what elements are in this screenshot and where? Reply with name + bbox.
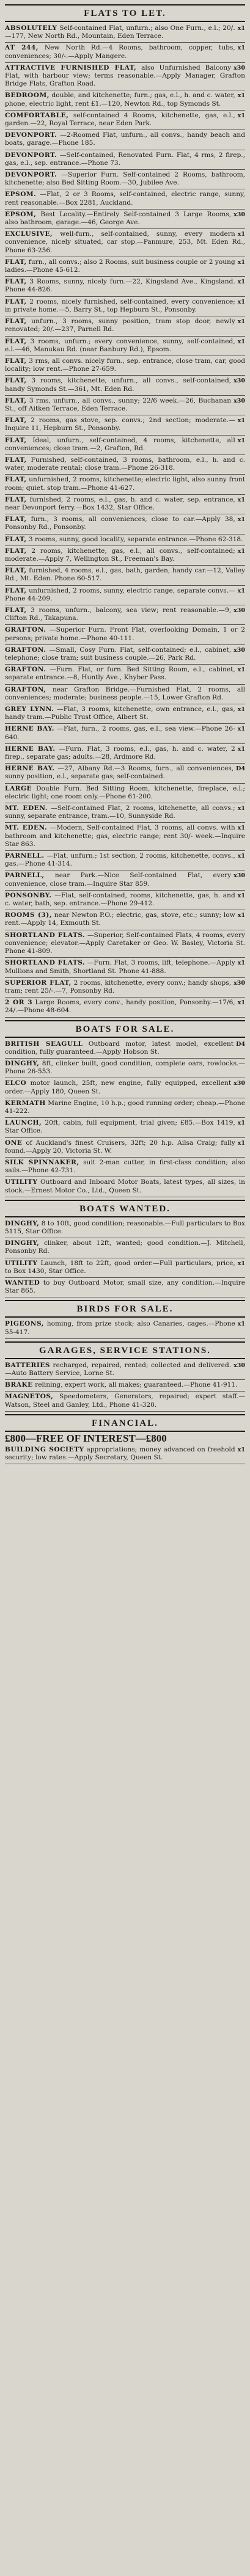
ad-lead-word: UTILITY [5,1259,38,1267]
ad-reference-code: x30 [233,607,245,614]
ad-lead-word: GREY LYNN. [5,706,54,713]
section-heading: BOATS FOR SALE. [75,1024,175,1034]
ad-lead-word: KERMATH [5,1099,46,1107]
ad-reference-code: x1 [237,25,245,32]
classified-ad [5,1258,245,1278]
ad-body-text: relining, expert work, all makes; guaranteed.—Phone 41-911. [35,1381,238,1389]
ad-lead-word: COMFORTABLE, [5,111,69,119]
ad-body-text: furn., all convs.; also 2 Rooms, suit business couple or 2 young ladies.—Phone 45-612. [5,258,235,274]
ad-body-text: near Park.—Nice Self-contained Flat, every convenience, close tram.—Inquire Star 859. [5,872,232,888]
classified-ad [5,1078,245,1098]
ad-body-text: —Furn. Flat, 3 rooms, lift, telephone.—Apply Mullions and Smith, Shortland St. Phone 41-888. [5,959,235,975]
ad-lead-word: DEVONPORT. [5,171,57,179]
section-boats-wanted [5,1200,245,1298]
ad-lead-word: FLAT, [5,337,27,345]
classified-ad [5,1360,245,1380]
ad-body-text: near Grafton Bridge.—Furnished Flat, 2 rooms, all conveniences; moderate; business people.—15, Lower Grafton Rd. [5,685,245,701]
ad-lead-word: GRAFTON, [5,685,46,693]
ad-body-text: Outboard motor, latest model, excellent condition, fully guaranteed.—Apply Hobson St. [5,1040,234,1056]
ad-lead-word: BATTERIES [5,1361,51,1369]
section-rule [5,4,245,5]
ad-body-text: 8ft, clinker built, good condition, complete oars, rowlocks.—Phone 26-553. [5,1059,245,1076]
ad-lead-word: FLAT, [5,516,27,524]
ad-lead-word: FLAT, [5,278,27,286]
ad-body-text: 2 rooms, kitchenette, gas, e.l., all convs., self-contained; moderate.—Apply 7, Wellington St., Freeman's Bay. [5,547,235,563]
ad-body-text: Double Furn. Bed Sitting Room, kitchenette, fireplace, e.l.; electric light; one room only.—Phone 61-200. [5,784,245,800]
ad-lead-word: FLAT, [5,396,27,404]
ad-lead-word: PONSONBY. [5,891,52,899]
section-flats-to-let [5,4,245,1018]
ad-body-text: Self-contained Flat, unfurn.; also One Furn., e.l.; 20/.—177, New North Rd., Mountain, Eden Terrace. [5,24,235,40]
section-rule [5,1200,245,1201]
section-birds-for-sale [5,1300,245,1338]
ad-body-text: of Auckland's finest Cruisers, 32ft; 20 h.p. Ailsa Craig; fully found.—Apply 20, Victoria St. W. [5,1139,235,1155]
ad-body-text: Ideal, unfurn., self-contained, 4 rooms, kitchenette, all conveniences; close tram.—2, Grafton, Rd. [5,436,235,452]
ad-body-text: —Self-contained Flat, 2 rooms, kitchenette, all convs.; sunny, separate entrance, tram.—10, Sunnyside Rd. [5,805,235,820]
ad-body-text: —Flat, 2 or 3 Rooms, self-contained, electric range, sunny, rent reasonable.—Box 2281, Auckland. [5,191,245,206]
ad-body-text: 3 rooms, unfurn., balcony, sea view; rent reasonable.—9, Clifton Rd., Takapuna. [5,606,232,622]
ad-body-text: —2-Roomed Flat, unfurn., all convs., handy beach and boats, garage.—Phone 185. [5,131,245,147]
classified-ad [5,376,245,395]
ad-body-text: 2 rooms, kitchenette, every conv.; handy shops, tram; rent 25/-.—7, Ponsonby Rd. [5,979,232,994]
classified-ad [5,23,245,43]
ad-reference-code: x1 [237,112,245,119]
section-heading: BIRDS FOR SALE. [76,1304,174,1315]
ad-reference-code: x1 [237,587,245,594]
ad-reference-code: x1 [237,825,245,832]
classified-ad [5,685,245,704]
classified-ad [5,189,245,209]
ad-lead-word: FLAT, [5,606,27,614]
ad-body-text: motor launch, 25ft, new engine, fully equipped, excellent order.—Apply 180, Queen St. [5,1079,232,1095]
section-boats-for-sale [5,1020,245,1197]
ad-reference-code: x30 [233,378,245,385]
classified-ad [5,277,245,296]
ad-body-text: 3 rooms, unfurn.; every convenience, sunny, self-contained, e.l.—46, Manukau Rd. (near Banbury Rd.), Epsom. [5,337,235,353]
classified-ad [5,566,245,585]
classified-ad [5,1158,245,1177]
ad-body-text: 3 rooms, kitchenette, unfurn., all convs., self-contained, handy Symonds St.—361, Mt. Eden Rd. [5,377,232,393]
ad-list [5,1360,245,1412]
classified-ad [5,436,245,455]
section-heading: FLATS TO LET. [84,9,166,18]
classified-ad [5,704,245,724]
ad-reference-code: x1 [237,279,245,286]
ad-reference-code: x1 [237,1321,245,1328]
classified-ad [5,744,245,764]
ad-lead-word: FLAT, [5,258,27,266]
classified-ad [5,1177,245,1197]
ad-lead-word: BRITISH SEAGULL [5,1040,83,1048]
ad-reference-code: x1 [237,338,245,345]
ad-reference-code: x30 [233,397,245,404]
ad-body-text: —Modern, Self-contained Flat, 3 rooms, all convs. with bathroom and kitchenette; gas, electric range; rent 30/- week.—Inquire Star 863. [5,824,245,848]
ad-body-text: 3 rms, all convs. nicely furn., sep. entrance, close tram, car, good locality; low rent.—Phone 27-659. [5,357,245,373]
classified-ad [5,1039,245,1059]
ad-lead-word: PARNELL, [5,872,45,880]
ad-body-text: recharged, repaired, rented; collected and delivered.—Auto Battery Service, Lorne St. [5,1361,232,1377]
ad-body-text: —Superior Furn. Front Flat, overlooking Domain, 1 or 2 persons; private home.—Phone 40-111. [5,626,245,642]
ad-body-text: —Furn. Flat, or furn. Bed Sitting Room, e.l., cabinet, separate entrance.—8, Huntly Ave., Khyber Pass. [5,666,235,682]
classified-ad [5,851,245,870]
ad-reference-code: x1 [237,666,245,674]
ad-body-text: unfurnished, 2 rooms, kitchenette; electric light, also sunny front room; quiet. stop tram.—Phone 41-627. [5,476,245,492]
classified-ad [5,910,245,930]
ad-reference-code: x1 [237,1446,245,1453]
ad-lead-word: GRAFTON. [5,666,46,674]
classified-ad [5,998,245,1017]
section-rule [5,1431,245,1432]
ad-lead-word: FLAT, [5,547,27,555]
ad-reference-code: x1 [237,258,245,266]
ad-lead-word: SHORTLAND FLATS. [5,959,86,967]
ad-reference-code: x30 [233,1362,245,1369]
ad-reference-code: x1 [237,706,245,713]
ad-body-text: double, and kitchenette; furn.; gas, e.l., h. and c. water, phone, electric light, rent £1.—120, Newton Rd., top Symonds St. [5,92,235,108]
ad-lead-word: ONE [5,1139,23,1147]
classified-ad [5,605,245,625]
ad-lead-word: LAUNCH, [5,1119,42,1127]
section-rule [5,1316,245,1318]
ad-body-text: Furnished, self-contained, 3 rooms, bathroom, e.l., h. and c. water, moderate rental; close tram.—Phone 26-318. [5,456,245,472]
ad-reference-code: x1 [237,892,245,899]
ad-reference-code: x1 [237,318,245,326]
ad-body-text: unfurnished, 2 rooms, sunny, electric range, separate convs.—Phone 44-209. [5,586,235,602]
ad-body-text: furn., 3 rooms, all conveniences, close to car.—Apply 38, Ponsonby Rd., Ponsonby. [5,516,235,531]
ad-lead-word: UTILITY [5,1178,38,1186]
ad-lead-word: EPSOM, [5,210,37,218]
classified-ad [5,978,245,998]
ad-body-text: —Furn. Flat, 3 rooms, e.l., gas, h. and c. water, 2 firep., separate gas; adults.—28, Ardmore Rd. [5,745,235,761]
classified-ad [5,784,245,803]
ad-lead-word: SUPERIOR FLAT, [5,979,72,987]
classified-ad [5,1278,245,1297]
ad-body-text: near Newton P.O.; electric, gas, stove, etc.; sunny; low rent.—Apply 14, Exmouth St. [5,911,235,927]
ad-body-text: 3 Rooms, sunny, nicely furn.—22, Kingsland Ave., Kingsland. Phone 44-826. [5,278,235,294]
section-heading: GARAGES, SERVICE STATIONS. [39,1345,211,1356]
ad-lead-word: SHORTLAND FLATS. [5,931,86,939]
ad-lead-word: BUILDING SOCIETY [5,1445,84,1453]
ad-reference-code: D4 [236,1040,245,1048]
classified-ad [5,1238,245,1258]
ad-reference-code: x1 [237,853,245,860]
ad-lead-word: DEVONPORT. [5,131,57,139]
ad-lead-word: DINGHY, [5,1219,40,1227]
classified-ad [5,316,245,336]
ad-body-text: —27, Albany Rd.—3 Rooms, furn., all conveniences, sunny position, e.l., separate gas; self-contained. [5,765,234,781]
ad-reference-code: x1 [237,298,245,305]
classified-ad [5,1098,245,1118]
ad-reference-code: x1 [237,92,245,100]
classified-ad [5,891,245,910]
classified-ad [5,958,245,977]
classified-ad [5,257,245,277]
ad-body-text: —Superior Furn. Self-contained 2 Rooms, bathroom, kitchenette; also Bed Sitting Room.—30, Jubilee Ave. [5,171,245,187]
ad-reference-code: D4 [236,765,245,773]
section-rule [5,1341,245,1343]
ad-lead-word: FLAT, [5,318,27,326]
ad-body-text: —Flat, self-contained, rooms, kitchenette, gas, h. and c. water, bath, sep. entrance.—Phone 29-412. [5,891,235,908]
ad-list [5,1039,245,1197]
classified-ad [5,1059,245,1078]
ad-lead-word: FLAT, [5,357,27,365]
ad-reference-code: x1 [237,437,245,444]
ad-lead-word: FLAT, [5,586,27,594]
ad-lead-word: DEVONPORT. [5,151,57,159]
ad-reference-code: x1 [237,1139,245,1147]
classified-ad [5,130,245,150]
ad-body-text: to buy Outboard Motor, small size, any condition.—Inquire Star 865. [5,1279,245,1295]
classified-ad [5,111,245,130]
ad-reference-code: x1 [237,1120,245,1127]
classified-ad [5,764,245,783]
ad-reference-code: x1 [237,805,245,812]
ad-body-text: Best Locality.—Entirely Self-contained 3 Large Rooms, also bathroom, garage.—46, George Ave. [5,210,232,227]
section-garages [5,1341,245,1412]
ad-body-text: —Small, Cosy Furn. Flat, self-contained; e.l., cabinet, telephone; close tram; suit business couple.—26, Park Rd. [5,646,232,662]
classified-ad [5,150,245,170]
ad-lead-word: 2 OR 3 [5,999,33,1007]
ad-body-text: suit 2-man cutter, in first-class condition; also sails.—Phone 42-731. [5,1158,245,1175]
classified-ad [5,210,245,229]
ad-reference-code: x30 [233,1080,245,1087]
section-heading: BOATS WANTED. [79,1203,171,1214]
section-rule [5,1020,245,1021]
ad-body-text: self-contained 4 Rooms, kitchenette, gas, e.l., garden.—22, Royal Terrace, near Eden Park. [5,111,235,128]
ad-reference-code: x1 [237,912,245,919]
ad-body-text: —Self-contained, Renovated Furn. Flat, 4 rms, 2 firep., gas, e.l., sep. entrance.—Phone 73. [5,151,245,167]
ad-reference-code: x1 [237,417,245,425]
ad-reference-code: x1 [237,231,245,238]
classified-ad [5,63,245,91]
classified-ad [5,586,245,605]
ad-reference-code: x1 [237,726,245,733]
ad-body-text: unfurn., 3 rooms, sunny position, tram stop door, newly renovated; 20/.—237, Parnell Rd. [5,318,235,334]
ad-list [5,1319,245,1338]
ad-lead-word: BEDROOM, [5,92,50,100]
classified-ad [5,1319,245,1338]
ad-lead-word: ELCO [5,1079,27,1087]
ad-lead-word: FLAT, [5,456,27,464]
ad-reference-code: x1 [237,1260,245,1267]
ad-lead-word: HERNE BAY. [5,745,56,753]
classified-ad [5,1392,245,1411]
ad-lead-word: FLAT, [5,377,27,385]
classified-ad [5,645,245,665]
section-rule [5,1300,245,1301]
ad-reference-code: x1 [237,496,245,503]
section-rule [5,1037,245,1038]
ad-body-text: Outboard and Inboard Motor Boats, latest types, all sizes, in stock.—Ernest Motor Co., Ltd., Queen St. [5,1178,245,1194]
classified-ad [5,665,245,684]
ad-lead-word: MT. EDEN. [5,824,48,832]
ad-body-text: —Superior, Self-contained Flats, 4 rooms, every convenience; elevator.—Apply Caretaker or Geo. W. Basley, Victoria St. Phone 41-809. [5,931,245,955]
classified-ad [5,625,245,644]
ad-reference-code: x30 [233,211,245,218]
ad-lead-word: WANTED [5,1279,40,1286]
ad-body-text: furnished, 2 rooms, e.l., gas, h. and c. water, sep. entrance, near Devonport ferry.—Box 1432, Star Office. [5,495,235,511]
ad-lead-word: PIGEONS, [5,1320,44,1328]
classified-ad [5,475,245,494]
ad-lead-word: MT. EDEN. [5,805,48,812]
ad-lead-word: FLAT, [5,535,27,543]
section-heading: FINANCIAL. [92,1418,158,1428]
classified-ad [5,229,245,257]
ad-body-text: 3 rms, unfurn., all convs., sunny; 22/6 week.—26, Buchanan St., off Aitken Terrace, Eden Terrace. [5,396,232,412]
ad-reference-code: x30 [233,979,245,987]
financial-headline: £800—FREE OF INTEREST—£800 [5,1432,167,1444]
classified-ad [5,43,245,62]
ad-lead-word: ROOMS (3), [5,911,52,919]
ad-body-text: —Flat, 3 rooms, kitchenette, own entrance, e.l., gas, handy tram.—Public Trust Office, Albert St. [5,706,235,721]
classified-ad [5,870,245,890]
ad-body-text: Large Rooms, every conv., handy position, Ponsonby.—17/6, 24/.—Phone 48-604. [5,999,235,1015]
ad-lead-word: BRAKE [5,1381,33,1389]
classified-ad [5,297,245,316]
ad-lead-word: LARGE [5,784,32,792]
classified-ad [5,90,245,110]
classified-ad [5,356,245,376]
section-rule [5,1216,245,1217]
classified-ad [5,415,245,435]
ad-reference-code: x30 [233,64,245,71]
ad-body-text: furnished, 4 rooms, e.l., gas, bath, garden, handy car.—12, Valley Rd., Mt. Eden. Phone 60-517. [5,567,246,583]
ad-reference-code: x30 [233,872,245,880]
classified-ad [5,396,245,415]
ad-lead-word: FLAT, [5,476,27,484]
classified-ad [5,1445,245,1464]
ad-reference-code: x1 [237,960,245,967]
ad-lead-word: AT 244, [5,44,39,52]
ad-body-text: 2 rooms, gas stove, sep. convs.; 2nd section; moderate.—Inquire 11, Hepburn St., Ponsonby. [5,417,235,432]
ad-lead-word: SILK SPINNAKER, [5,1158,79,1166]
section-rule [5,21,245,22]
ad-lead-word: HERNE BAY. [5,725,54,733]
ad-lead-word: FLAT, [5,567,27,575]
classified-ad [5,724,245,743]
ad-body-text: appropriations; money advanced on freehold security; low rates.—Apply Secretary, Queen St. [5,1445,235,1462]
classified-ad [5,170,245,189]
ad-lead-word: FLAT, [5,436,27,444]
classified-ad [5,514,245,534]
ad-list [5,23,245,1018]
ad-body-text: 3 rooms, sunny, good locality, separate entrance.—Phone 62-318. [28,535,243,543]
classified-ad [5,535,245,546]
ad-body-text: —Flat, furn., 2 rooms, gas, e.l., sea view.—Phone 26-640. [5,725,235,741]
ad-lead-word: HERNE BAY. [5,765,55,773]
ad-body-text: homing, from prize stock; also Canaries, cages.—Phone 55-417. [5,1320,235,1336]
ad-body-text: Marine Engine, 10 h.p.; good running order; cheap.—Phone 41-222. [5,1099,245,1115]
ad-lead-word: ABSOLUTELY [5,24,57,32]
ad-lead-word: GRAFTON. [5,626,46,634]
ad-reference-code: x1 [237,999,245,1007]
ad-list [5,1445,245,1464]
ad-body-text: Launch, 18ft to 22ft, good order.—Full particulars, price, to Box 1430, Star Office. [5,1259,235,1275]
ad-reference-code: x1 [237,745,245,753]
ad-body-text: New North Rd.—4 Rooms, bathroom, copper, tubs, conveniences; 30/-.—Apply Mangere. [5,44,235,60]
section-financial [5,1414,245,1464]
ad-reference-code: x30 [233,646,245,654]
classified-ad [5,803,245,823]
section-rule [5,1358,245,1359]
classified-ad [5,1118,245,1137]
ad-lead-word: ATTRACTIVE FURNISHED FLAT, [5,64,137,71]
classified-ad [5,1219,245,1238]
ad-lead-word: DINGHY, [5,1239,40,1247]
ad-body-text: —Flat, unfurn.; 1st section, 2 rooms, kitchenette, convs., gas.—Phone 41-314. [5,852,235,868]
ad-lead-word: EPSOM. [5,191,37,199]
ad-body-text: 20ft, cabin, full equipment, trial given; £85.—Box 1419, Star Office. [5,1119,235,1135]
ad-body-text: Speedometers, Generators, repaired; expert staff.—Watson, Steel and Ganley, Ltd., Phone 41-320. [5,1393,245,1409]
classified-ad [5,546,245,566]
ad-lead-word: GRAFTON. [5,646,46,654]
ad-reference-code: x1 [237,45,245,52]
classified-ad [5,495,245,514]
classified-ad [5,823,245,851]
ad-body-text: well-furn., self-contained, sunny, every modern convenience, nicely situated, car stop.—Panmure, 253, Mt. Eden Rd., Phone 63-256. [5,230,245,254]
section-rule [5,1414,245,1415]
ad-reference-code: x1 [237,516,245,524]
ad-body-text: clinker, about 12ft, wanted; good condition.—J. Mitchell, Ponsonby Rd. [5,1239,245,1255]
ad-lead-word: MAGNETOS, [5,1393,54,1401]
classified-ad [5,455,245,475]
classified-ad [5,337,245,356]
ad-lead-word: PARNELL. [5,852,45,860]
ad-body-text: 8 to 10ft, good condition; reasonable.—Full particulars to Box 5115, Star Office. [5,1219,245,1235]
classified-ad [5,1380,245,1392]
ad-lead-word: FLAT, [5,417,27,425]
ad-reference-code: x1 [237,547,245,555]
ad-lead-word: DINGHY, [5,1059,40,1067]
ad-lead-word: FLAT, [5,297,27,305]
classified-ad [5,1138,245,1158]
ad-body-text: also Unfurnished Balcony Flat, with harbour view; terms reasonable.—Apply Manager, Grafton Bridge Flats, Grafton Road. [5,64,245,88]
ad-lead-word: FLAT, [5,495,27,503]
ad-list [5,1219,245,1298]
ad-body-text: 2 rooms, nicely furnished, self-contained, every convenience; in private home.—5, Barry St., top Hepburn St., Ponsonby. [5,297,235,313]
ad-lead-word: EXCLUSIVE, [5,230,53,238]
classified-ad [5,930,245,958]
